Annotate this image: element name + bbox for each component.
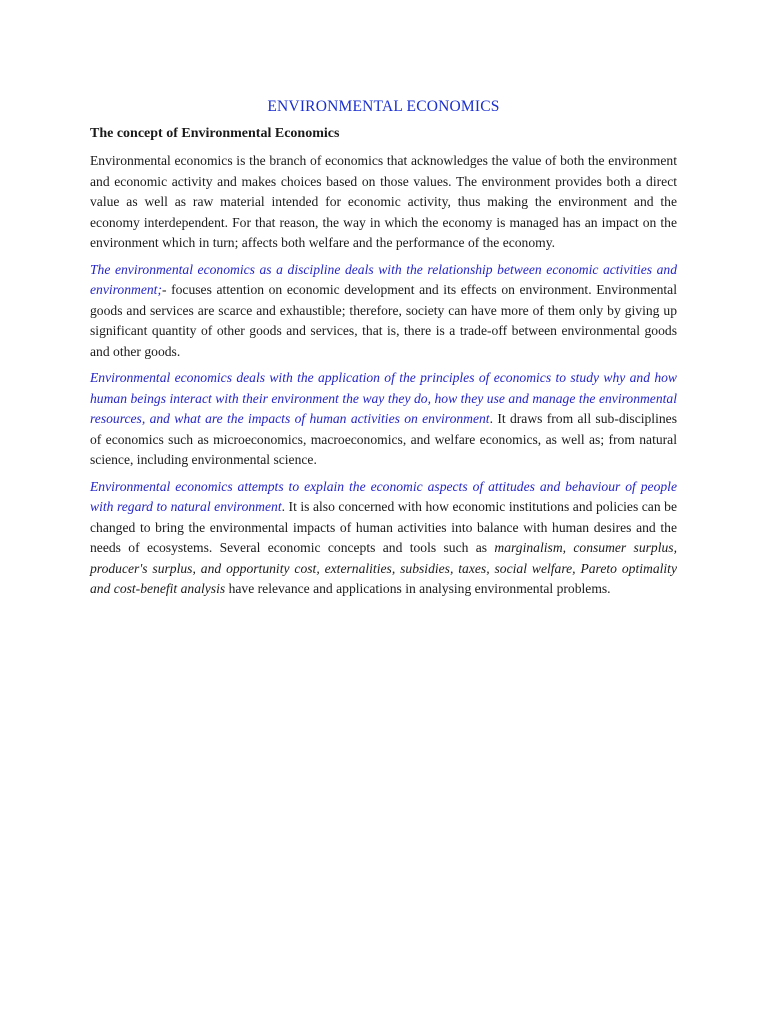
- paragraph-3-body: . It draws from all sub-disciplines of economics such as microeconomics, macroeconomics, and welfare economics, as well as; from natural science, including environmental science.: [90, 411, 677, 467]
- paragraph-3-emphasis: Environmental economics deals with the application of the principles of economics to study why and how human beings interact with their environment the way they do, how they use and manage the environmental resources, and what are the impacts of human activities on environment: [90, 370, 677, 426]
- paragraph-2-emphasis: The environmental economics as a discipline deals with the relationship between economic activities and environment;: [90, 261, 677, 297]
- document-page: [90, 98, 677, 606]
- paragraph-3: [90, 368, 677, 471]
- paragraph-4-emphasis: Environmental economics attempts to explain the economic aspects of attitudes and behaviour of people with regard to natural environment: [90, 478, 677, 514]
- paragraph-2: [90, 260, 677, 363]
- document-title: ENVIRONMENTAL ECONOMICS: [267, 98, 500, 115]
- paragraph-4: [90, 477, 677, 600]
- paragraph-1-body: Environmental economics is the branch of economics that acknowledges the value of both the environment and economic activity and makes choices based on those values. The environment provides both a direct value as well as raw material intended for economic activity, thus making the environment and the economy interdependent. For that reason, the way in which the economy is managed has an impact on the environment which in turn; affects both welfare and the performance of the economy.: [90, 153, 677, 250]
- paragraph-1: [90, 151, 677, 254]
- paragraph-4-body: . It is also concerned with how economic institutions and policies can be changed to bring the environmental impacts of human activities into balance with human desires and the needs of ecosystems. Several economic concepts and tools such as: [90, 499, 677, 555]
- paragraph-2-body: - focuses attention on economic development and its effects on environment. Environmental goods and services are scarce and exhaustible; therefore, society can have more of them only by giving up significant quantity of other goods and services, that is, there is a trade-off between environmental goods and other goods.: [90, 282, 677, 359]
- paragraph-4-concept-list: marginalism, consumer surplus, producer's surplus, and opportunity cost, externalities, subsidies, taxes, social welfare, Pareto optimality and cost-benefit analysis: [90, 540, 677, 596]
- section-subheading: The concept of Environmental Economics: [90, 126, 340, 141]
- paragraph-4-tail: have relevance and applications in analysing environmental problems.: [225, 581, 611, 596]
